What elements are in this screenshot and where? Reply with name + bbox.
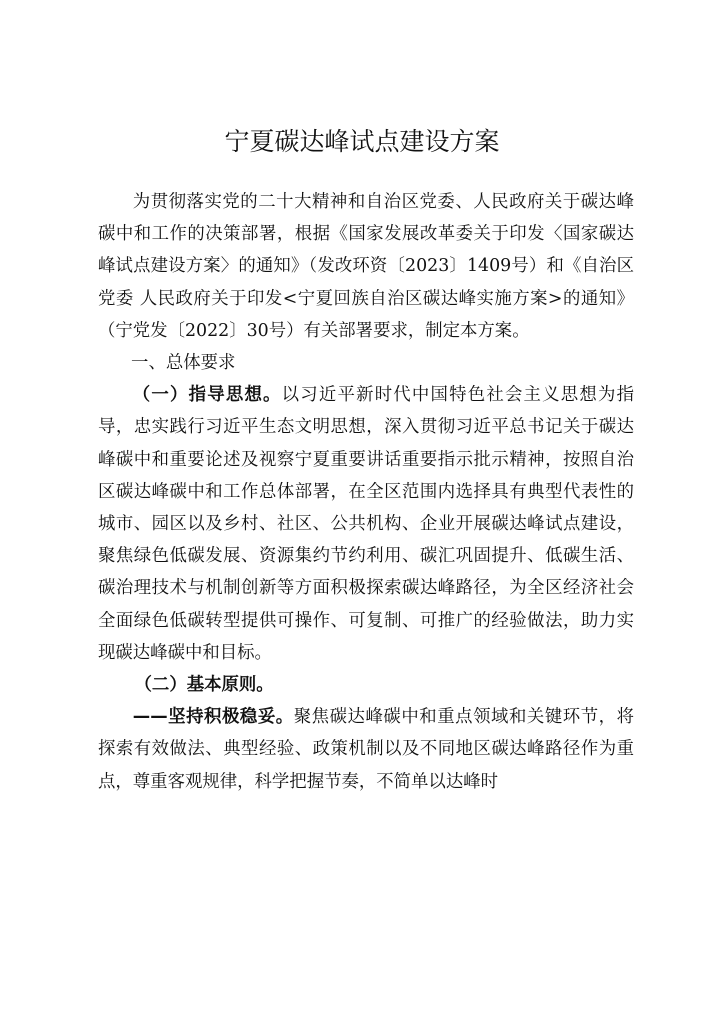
principle-label: ——坚持积极稳妥。: [132, 707, 294, 728]
guiding-thought-text: 以习近平新时代中国特色社会主义思想为指导，忠实践行习近平生态文明思想，深入贯彻习近平总书记关于碳达峰碳中和重要论述及视察宁夏重要讲话重要指示批示精神，按照自治区碳达峰碳中和工作总体部署，在全区范围内选择具有典型代表性的城市、园区以及乡村、社区、公共机构、企业开展碳达峰试点建设，聚焦绿色低碳发展、资源集约节约利用、碳汇巩固提升、低碳生活、碳治理技术与机制创新等方面积极探索碳达峰路径，为全区经济社会全面绿色低碳转型提供可操作、可复制、可推广的经验做法，助力实现碳达峰碳中和目标。: [98, 385, 634, 663]
basic-principles-heading: （二）基本原则。: [134, 675, 274, 696]
guiding-thought-heading: （一）指导思想。: [132, 385, 282, 406]
principle-paragraph: [98, 701, 634, 798]
principle-text: 聚焦碳达峰碳中和重点领域和关键环节，将探索有效做法、典型经验、政策机制以及不同地区碳达峰路径作为重点，尊重客观规律，科学把握节奏，不简单以达峰时: [98, 707, 634, 792]
document-title: 宁夏碳达峰试点建设方案: [224, 127, 500, 156]
section-heading-overall-requirements: 一、总体要求: [131, 353, 236, 374]
intro-paragraph: 为贯彻落实党的二十大精神和自治区党委、人民政府关于碳达峰碳中和工作的决策部署，根据《国家发展改革委关于印发〈国家碳达峰试点建设方案〉的通知》（发改环资〔2023〕1409号）和《自治区党委 人民政府关于印发<宁夏回族自治区碳达峰实施方案>的通知》（宁党发〔2022〕30号）有关部署要求，制定本方案。: [98, 192, 634, 341]
document-body: [98, 186, 634, 798]
guiding-thought-paragraph: [98, 379, 634, 669]
